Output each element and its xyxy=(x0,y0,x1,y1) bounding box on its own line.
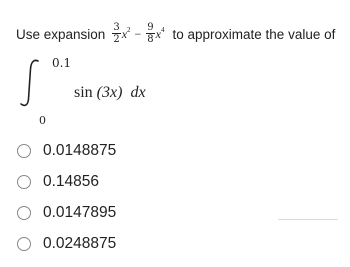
question-text xyxy=(16,17,335,51)
fraction-three-halves xyxy=(112,23,120,45)
fraction-nine-eighths xyxy=(146,23,154,45)
minus-sign: − xyxy=(134,26,142,41)
divider xyxy=(278,219,338,220)
fraction-denominator: 2 xyxy=(113,34,120,45)
integral-sign-icon xyxy=(18,58,44,108)
option-label: 0.0248875 xyxy=(43,234,117,252)
term2-variable: $x^4$ xyxy=(155,26,165,41)
integrand-function: sin xyxy=(74,84,93,101)
integrand-argument: (3x) xyxy=(96,84,123,101)
answer-option[interactable] xyxy=(14,136,116,165)
term1-variable: $x^2$ xyxy=(121,26,131,41)
term2-exponent: 4 xyxy=(161,26,165,34)
integrand xyxy=(74,84,146,102)
answer-option[interactable] xyxy=(14,198,116,227)
option-label: 0.0147895 xyxy=(43,203,117,221)
radio-button[interactable] xyxy=(17,144,31,158)
fraction-numerator: 9 xyxy=(147,22,154,33)
fraction-denominator: 8 xyxy=(147,34,154,45)
answer-options xyxy=(14,136,116,260)
radio-button[interactable] xyxy=(17,237,31,251)
integral-expression xyxy=(14,54,214,130)
integral-lower-limit: 0 xyxy=(39,114,46,127)
question-suffix: to approximate the value of xyxy=(172,26,336,42)
fraction-numerator: 3 xyxy=(113,22,120,33)
option-label: 0.14856 xyxy=(43,172,100,190)
term1-exponent: 2 xyxy=(127,26,131,34)
radio-button[interactable] xyxy=(17,206,31,220)
option-label: 0.0148875 xyxy=(43,141,117,159)
integral-upper-limit: 0.1 xyxy=(52,56,72,70)
answer-option[interactable] xyxy=(14,229,116,258)
question-prefix: Use expansion xyxy=(16,26,106,42)
radio-button[interactable] xyxy=(17,175,31,189)
integrand-differential: dx xyxy=(130,84,146,101)
answer-option[interactable] xyxy=(14,167,116,196)
